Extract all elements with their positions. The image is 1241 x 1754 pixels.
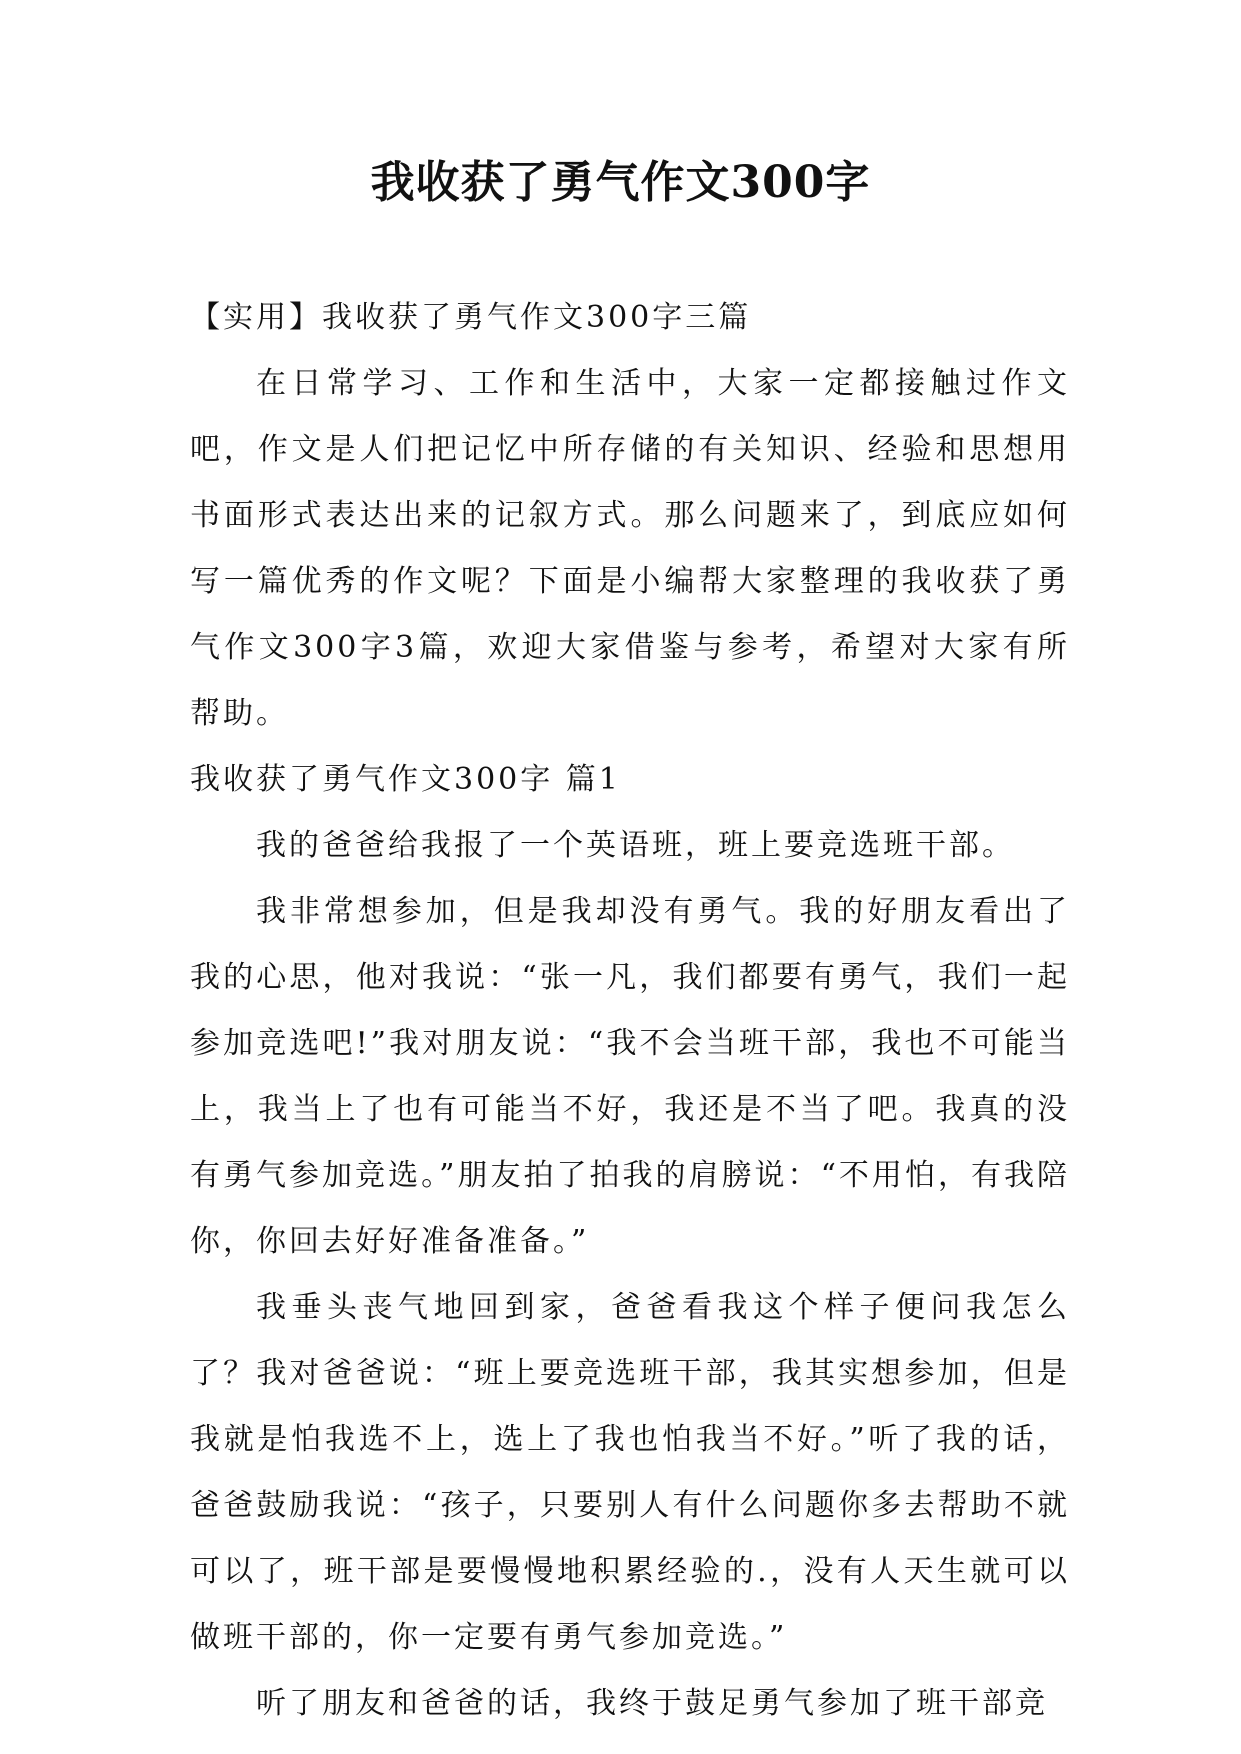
- body-paragraph: 听了朋友和爸爸的话，我终于鼓足勇气参加了班干部竞: [256, 1686, 1048, 1721]
- subtitle-paragraph: 【实用】我收获了勇气作文300字三篇: [190, 300, 752, 335]
- intro-paragraph: 在日常学习、工作和生活中，大家一定都接触过作文吧，作文是人们把记忆中所存储的有关知识、经验和思想用书面形式表达出来的记叙方式。那么问题来了，到底应如何写一篇优秀的作文呢？下面是小编帮大家整理的我收获了勇气作文300字3篇，欢迎大家借鉴与参考，希望对大家有所帮助。: [190, 366, 1070, 731]
- body-paragraph: 我的爸爸给我报了一个英语班，班上要竞选班干部。: [256, 828, 1015, 863]
- document-body: [190, 285, 1070, 1737]
- body-paragraph: 我非常想参加，但是我却没有勇气。我的好朋友看出了我的心思，他对我说：“张一凡，我们都要有勇气，我们一起参加竞选吧!”我对朋友说：“我不会当班干部，我也不可能当上，我当上了也有可能当不好，我还是不当了吧。我真的没有勇气参加竞选。”朋友拍了拍我的肩膀说：“不用怕，有我陪你，你回去好好准备准备。”: [190, 894, 1070, 1259]
- document-title: 我收获了勇气作文300字: [370, 157, 871, 208]
- section-heading: 我收获了勇气作文300字 篇1: [190, 762, 621, 797]
- body-paragraph: 我垂头丧气地回到家，爸爸看我这个样子便问我怎么了？我对爸爸说：“班上要竞选班干部，我其实想参加，但是我就是怕我选不上，选上了我也怕我当不好。”听了我的话，爸爸鼓励我说：“孩子，只要别人有什么问题你多去帮助不就可以了，班干部是要慢慢地积累经验的.，没有人天生就可以做班干部的，你一定要有勇气参加竞选。”: [190, 1290, 1070, 1655]
